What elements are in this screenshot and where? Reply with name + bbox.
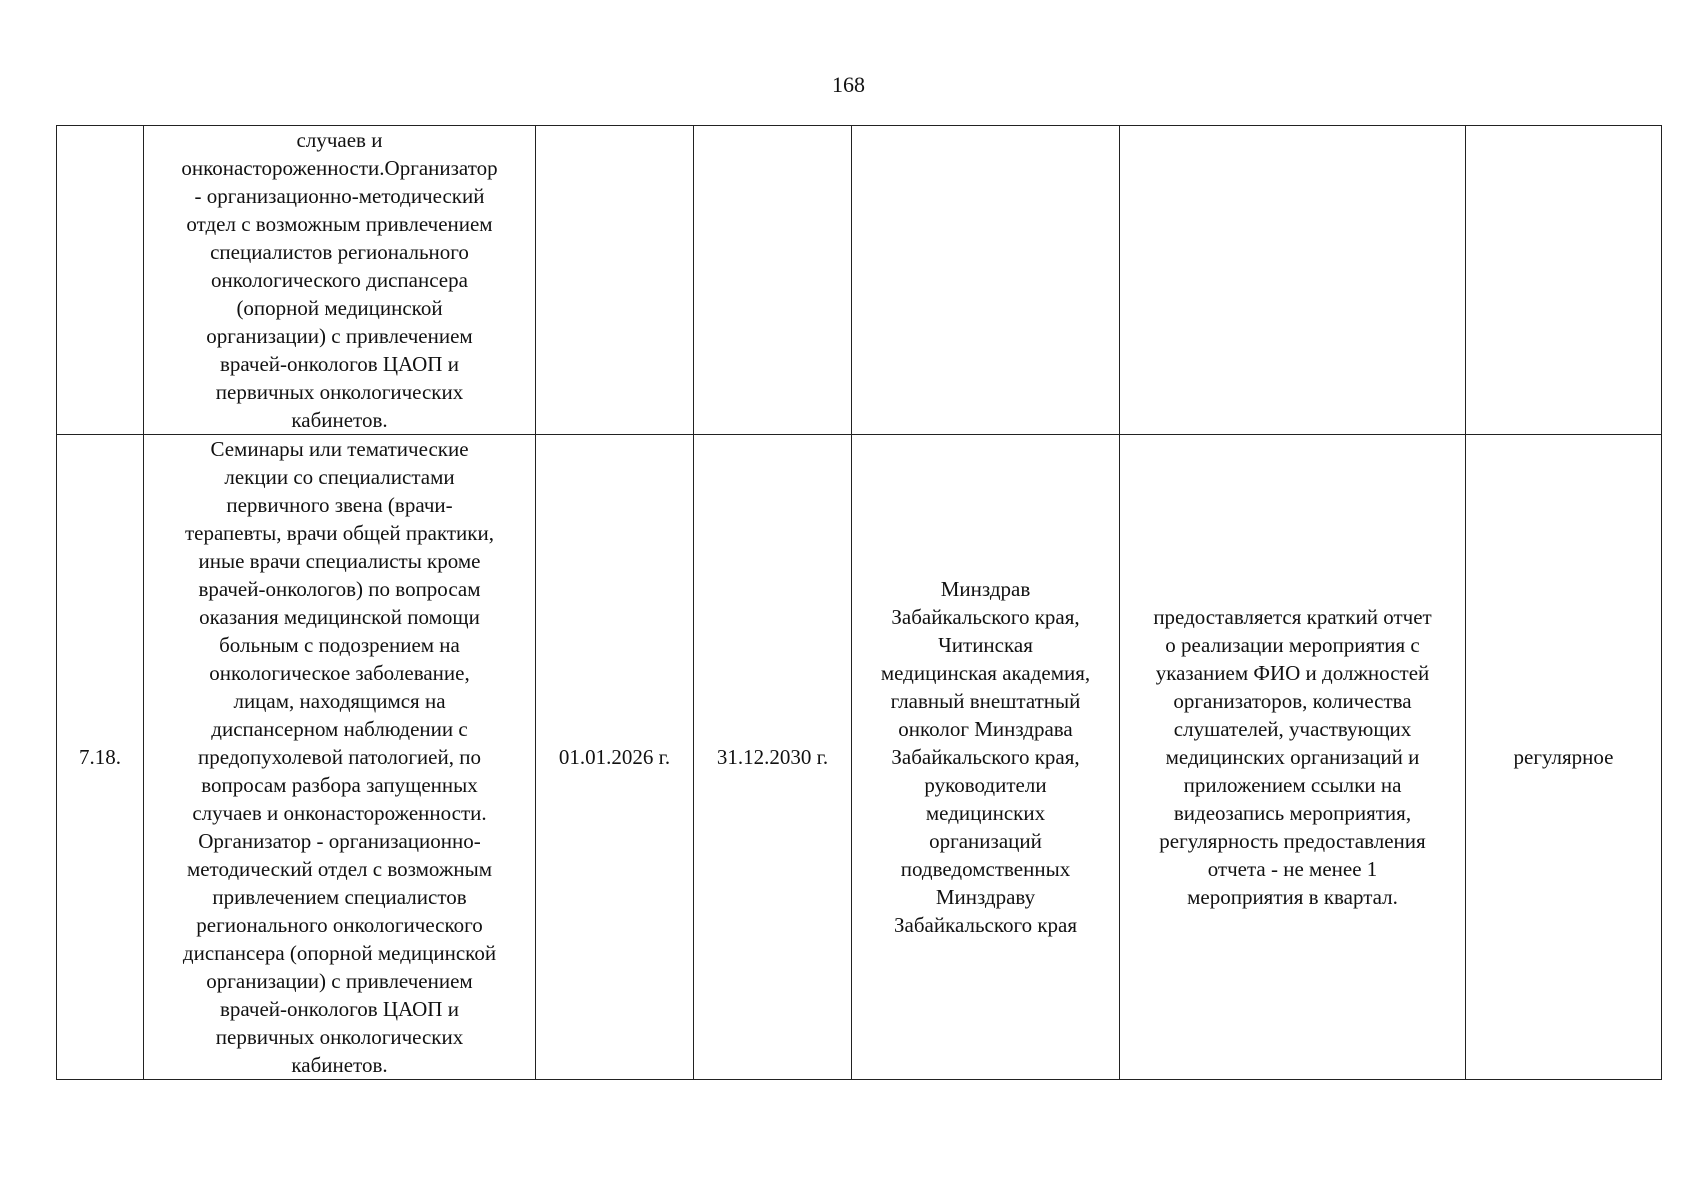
end-date-cell (694, 126, 852, 435)
start-date-cell: 01.01.2026 г. (536, 435, 694, 1080)
responsible-cell (852, 126, 1120, 435)
responsible-cell: Минздрав Забайкальского края, Читинская медицинская академия, главный внештатный онколог Минздрава Забайкальского края, руководители медицинских организаций подведомственных Минздраву Забайкальского края (852, 435, 1120, 1080)
result-cell (1120, 126, 1466, 435)
end-date-cell: 31.12.2030 г. (694, 435, 852, 1080)
frequency-cell (1466, 126, 1662, 435)
start-date-cell (536, 126, 694, 435)
result-cell: предоставляется краткий отчет о реализации мероприятия с указанием ФИО и должностей организаторов, количества слушателей, участвующих медицинских организаций и приложением ссылки на видеозапись мероприятия, регулярность предоставления отчета - не менее 1 мероприятия в квартал. (1120, 435, 1466, 1080)
page-number: 168 (832, 72, 865, 97)
description-cell: Семинары или тематические лекции со специалистами первичного звена (врачи- терапевты, врачи общей практики, иные врачи специалисты кроме врачей-онкологов) по вопросам оказания медицинской помощи больным с подозрением на онкологическое заболевание, лицам, находящимся на диспансерном наблюдении с предопухолевой патологией, по вопросам разбора запущенных случаев и онконастороженности. Организатор - организационно- методический отдел с возможным привлечением специалистов регионального онкологического диспансера (опорной медицинской организации) с привлечением врачей-онкологов ЦАОП и первичных онкологических кабинетов. (144, 435, 536, 1080)
item-number-cell: 7.18. (57, 435, 144, 1080)
frequency-cell: регулярное (1466, 435, 1662, 1080)
item-number-cell (57, 126, 144, 435)
description-cell: случаев и онконастороженности.Организатор - организационно-методический отдел с возможным привлечением специалистов регионального онкологического диспансера (опорной медицинской организации) с привлечением врачей-онкологов ЦАОП и первичных онкологических кабинетов. (144, 126, 536, 435)
measures-table (56, 125, 1662, 1080)
table-row (57, 126, 1662, 435)
table-row (57, 435, 1662, 1080)
